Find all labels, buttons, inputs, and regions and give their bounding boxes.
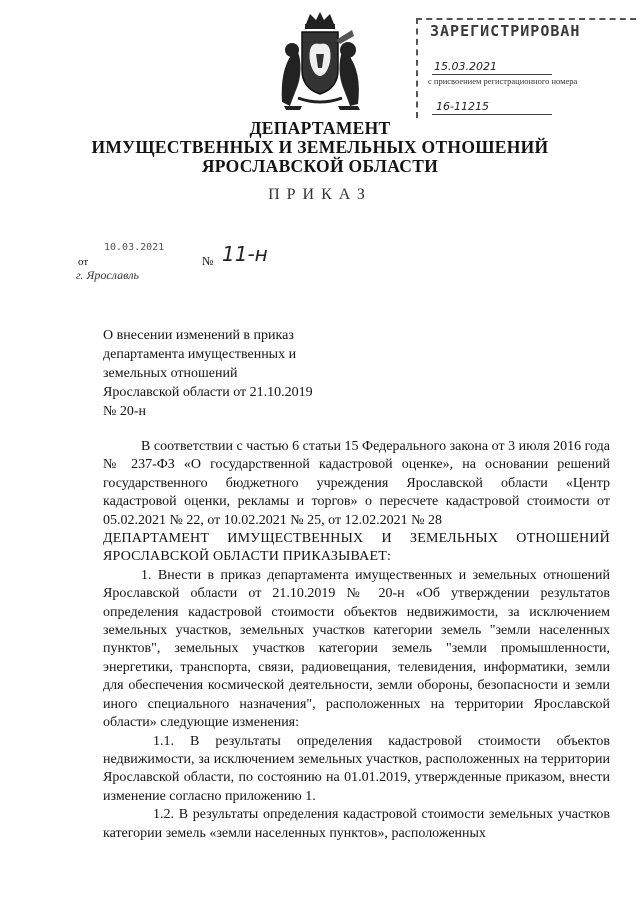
dept-title-line1: ДЕПАРТАМЕНТ [249,118,391,138]
subject-line: О внесении изменений в приказ [103,328,294,343]
order-title: ПРИКАЗ [268,186,372,203]
stamp-date: 15.03.2021 [434,60,497,73]
stamp-divider [432,114,552,115]
dept-title-line3: ЯРОСЛАВСКОЙ ОБЛАСТИ [201,156,439,176]
stamp-note: с присвоением регистрационного номера [428,76,578,86]
number-label: № [202,254,214,268]
clause-1-1: 1.1. В результаты определения кадастровой стоимости объектов недвижимости, за исключением земельных участков, расположенных на территории Ярославской области, по состоянию на 01.01.2019, утвержденные приказом, внести изменение согласно приложению 1. [103,733,610,804]
dept-title-line2: ИМУЩЕСТВЕННЫХ И ЗЕМЕЛЬНЫХ ОТНОШЕНИЙ [91,137,549,157]
order-number: 11-н [222,242,268,266]
clause-1-2: 1.2. В результаты определения кадастровой стоимости земельных участков категории земель «земли населенных пунктов», расположенных [103,807,610,841]
date-label: от [78,256,89,268]
subject-line: Ярославской области от 21.10.2019 [103,385,313,400]
stamp-number: 16-11215 [436,100,489,113]
decree-phrase: ДЕПАРТАМЕНТ ИМУЩЕСТВЕННЫХ И ЗЕМЕЛЬНЫХ ОТНОШЕНИЙ ЯРОСЛАВСКОЙ ОБЛАСТИ ПРИКАЗЫВАЕТ: [103,531,610,565]
preamble-paragraph: В соответствии с частью 6 статьи 15 Федерального закона от 3 июля 2016 года № 237-ФЗ «О государственной кадастровой оценке», на основании решений государственного бюджетного учреждения Ярославской области «Центр кадастровой оценки, рекламы и торгов» о пересчете кадастровой стоимости от 05.02.2021 № 22, от 10.02.2021 № 25, от 12.02.2021 № 28 [103,439,610,528]
registration-stamp [416,18,636,118]
order-body [103,438,610,843]
order-subject [103,326,363,421]
subject-line: земельных отношений [103,366,238,381]
clause-1: 1. Внести в приказ департамента имущественных и земельных отношений Ярославской области от 21.10.2019 № 20-н «Об утверждении результатов определения кадастровой стоимости объектов недвижимости, за исключением земельных участков, земельных участков категории земель "земли населенных пунктов", земельных участков категории земель "земли промышленности, энергетики, транспорта, связи, радиовещания, телевидения, информатики, земли для обеспечения космической деятельности, земли обороны, безопасности и земли иного специального назначения", расположенных на территории Ярославской области» следующие изменения: [103,567,610,731]
order-date: 10.03.2021 [104,242,165,253]
coat-of-arms-icon [272,10,368,114]
page-bottom-margin [0,888,640,905]
stamp-divider [432,74,552,75]
subject-line: № 20-н [103,404,147,419]
stamp-title: ЗАРЕГИСТРИРОВАН [430,22,581,40]
city: г. Ярославль [76,268,140,282]
subject-line: департамента имущественных и [103,347,297,362]
